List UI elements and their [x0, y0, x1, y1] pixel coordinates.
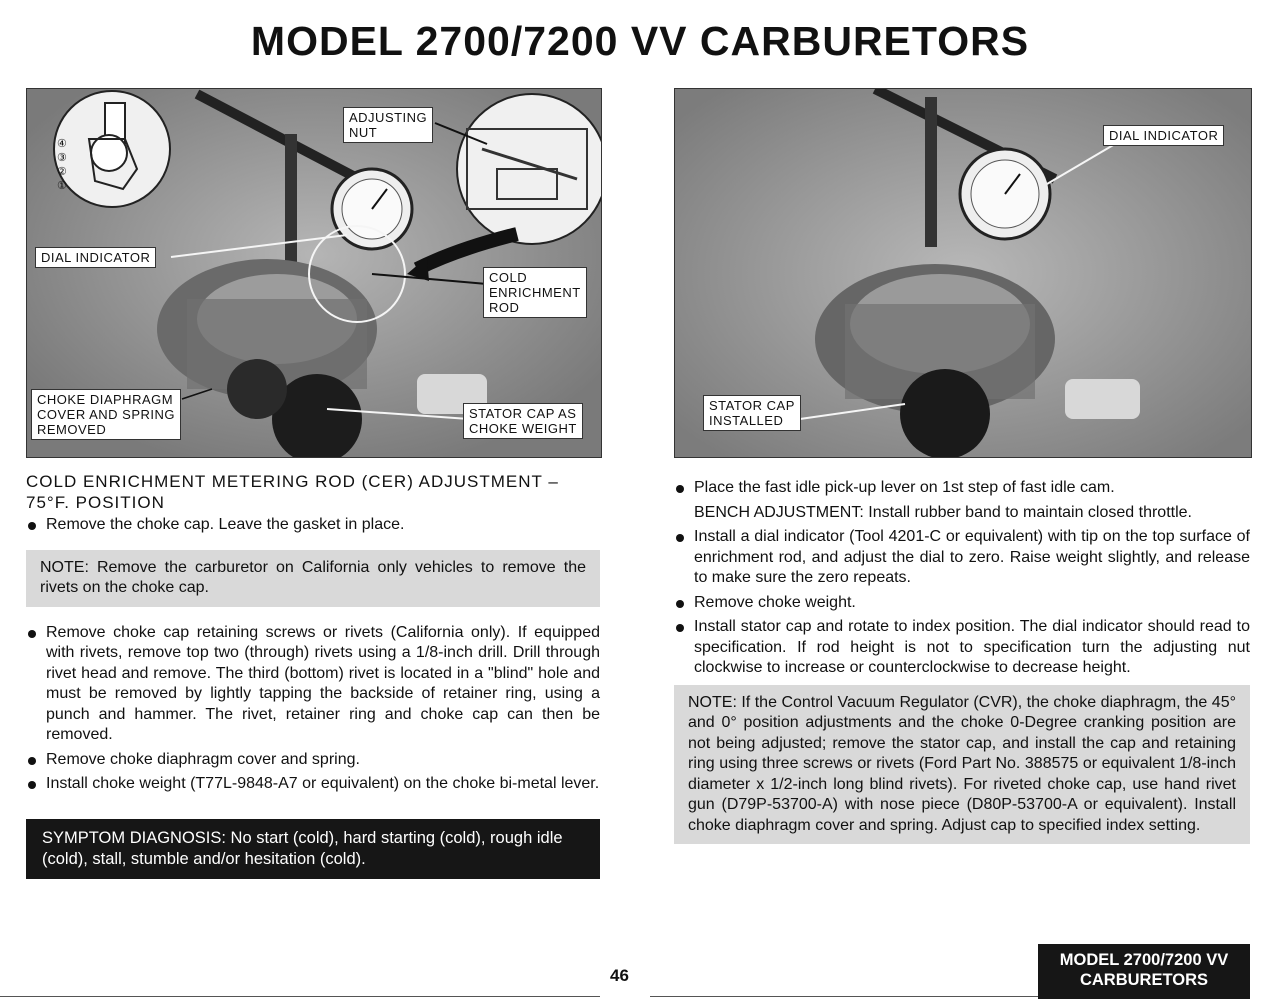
label-dial-indicator-right: DIAL INDICATOR	[1103, 125, 1224, 146]
note-cvr: NOTE: If the Control Vacuum Regulator (CVR), the choke diaphragm, the 45° and 0° position adjustments and the choke 0-Degree cranking position are not being adjusted; remove the stator cap, and install the cap and retaining ring using three screws or rivets (Ford Part No. 388575 or equivalent 1/8-inch diameter x 1/2-inch long blind rivets). For riveted choke cap, use hand rivet gun (D79P-53700-A) with nose piece (D80P-53700-A or equivalent). Install choke diaphragm cover and spring. Adjust cap to specified index setting.	[674, 685, 1250, 845]
section-heading	[26, 472, 600, 513]
footer-line2: CARBURETORS	[1079, 971, 1209, 989]
label-dial-indicator-left: DIAL INDICATOR	[35, 247, 156, 268]
section-heading-line2: 75°F. POSITION	[26, 492, 165, 512]
label-adjusting-nut: ADJUSTING NUT	[343, 107, 433, 143]
bench-adjustment: BENCH ADJUSTMENT: Install rubber band to maintain closed throttle.	[694, 503, 1192, 521]
step-remove-retaining-screws: Remove choke cap retaining screws or rivets (California only). If equipped with rivets, remove top two (through) rivets using a 1/8-inch drill. Drill through rivet head and remove. The third (bottom) rivet is located in a "blind" hole and must be removed by lightly tapping the backside of retainer ring, using a punch and hammer. The rivet, retainer ring and choke cap can then be removed.	[26, 623, 600, 746]
label-stator-cap-weight: STATOR CAP AS CHOKE WEIGHT	[463, 403, 583, 439]
footer-line1: MODEL 2700/7200 VV	[1059, 951, 1229, 969]
right-column	[674, 476, 1250, 860]
cam-step-1: ①	[57, 180, 67, 192]
cam-step-3: ③	[57, 152, 67, 164]
section-heading-line1: COLD ENRICHMENT METERING ROD (CER) ADJUSTMENT –	[26, 472, 559, 491]
footer-tab	[1038, 944, 1250, 999]
page-title: MODEL 2700/7200 VV CARBURETORS	[250, 18, 1030, 64]
step-install-stator-cap: Install stator cap and rotate to index position. The dial indicator should read to specification. If rod height is not to specification turn the adjusting nut clockwise to increase or counterclockwise to decrease height.	[674, 617, 1250, 679]
step-place-fast-idle-lever: Place the fast idle pick-up lever on 1st step of fast idle cam.	[674, 478, 1250, 499]
note-california: NOTE: Remove the carburetor on California only vehicles to remove the rivets on the choke cap.	[26, 550, 600, 607]
cam-step-labels	[57, 137, 67, 193]
symptom-diagnosis: SYMPTOM DIAGNOSIS: No start (cold), hard starting (cold), rough idle (cold), stall, stumble and/or hesitation (cold).	[26, 819, 600, 879]
label-cold-enrichment-rod: COLD ENRICHMENT ROD	[483, 267, 587, 318]
footer-rule-left	[0, 996, 600, 997]
cam-step-4: ④	[57, 138, 67, 150]
label-choke-diaphragm: CHOKE DIAPHRAGM COVER AND SPRING REMOVED	[31, 389, 181, 440]
step-remove-choke-cap: Remove the choke cap. Leave the gasket in place.	[26, 515, 600, 536]
right-carburetor-photo	[674, 88, 1252, 458]
step-install-dial-indicator: Install a dial indicator (Tool 4201-C or equivalent) with tip on the top surface of enrichment rod, and adjust the dial to zero. Raise weight slightly, and release to make sure the zero repeats.	[674, 527, 1250, 589]
left-column	[26, 472, 600, 879]
step-install-choke-weight: Install choke weight (T77L-9848-A7 or equivalent) on the choke bi-metal lever.	[26, 774, 600, 795]
step-remove-choke-weight: Remove choke weight.	[674, 593, 1250, 614]
left-carburetor-photo	[26, 88, 602, 458]
cam-step-2: ②	[57, 166, 67, 178]
page-number: 46	[610, 966, 629, 985]
footer-rule-right	[650, 996, 1038, 997]
step-remove-diaphragm-cover: Remove choke diaphragm cover and spring.	[26, 750, 600, 771]
label-stator-cap-installed: STATOR CAP INSTALLED	[703, 395, 801, 431]
